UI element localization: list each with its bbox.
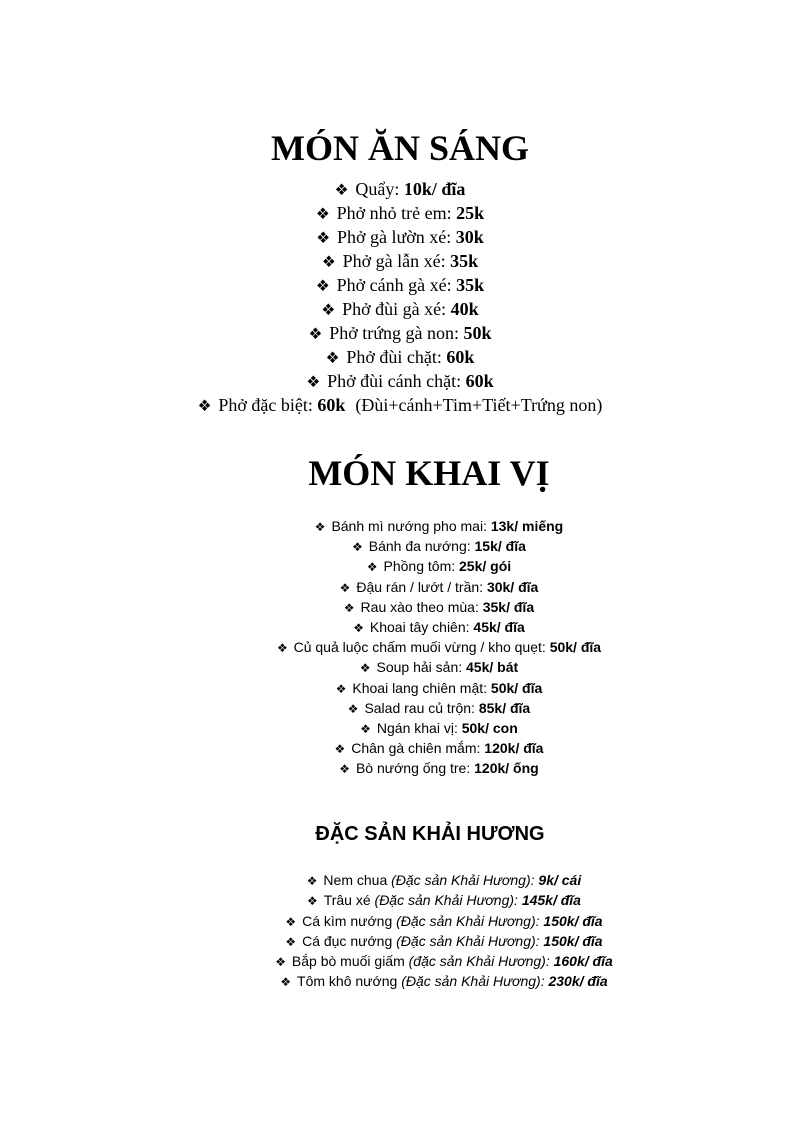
item-price: 15k/ đĩa <box>474 538 526 555</box>
item-name: Bánh đa nướng: <box>368 538 475 555</box>
diamond-bullet-icon: ❖ <box>366 560 378 575</box>
item-price: 35k/ đĩa <box>482 598 535 615</box>
diamond-bullet-icon: ❖ <box>343 600 355 615</box>
item-price: 25k <box>456 203 485 223</box>
menu-item <box>0 393 800 417</box>
item-price: 30k/ đĩa <box>486 578 539 595</box>
menu-item <box>0 870 800 890</box>
diamond-bullet-icon: ❖ <box>316 230 330 247</box>
diamond-bullet-icon: ❖ <box>335 681 347 696</box>
item-name: Trâu xé <box>323 892 375 909</box>
menu-item <box>0 951 800 971</box>
menu-item <box>0 617 800 637</box>
item-note: (Đặc sản Khải Hương): <box>396 912 544 929</box>
menu-item <box>0 297 800 321</box>
breakfast-list <box>0 177 800 417</box>
appetizers-title: MÓN KHAI VỊ <box>308 453 550 493</box>
item-name: Rau xào theo mùa: <box>360 598 483 615</box>
menu-item <box>0 678 800 698</box>
item-price: 40k <box>450 299 479 319</box>
item-note: (Đặc sản Khải Hương): <box>374 892 522 909</box>
item-price: 60k <box>465 371 494 391</box>
diamond-bullet-icon: ❖ <box>285 934 297 949</box>
item-price: 150k/ đĩa <box>543 932 603 949</box>
menu-item <box>0 698 800 718</box>
diamond-bullet-icon: ❖ <box>315 206 330 223</box>
item-price: 60k <box>317 395 346 415</box>
item-price: 9k/ cái <box>538 872 582 888</box>
diamond-bullet-icon: ❖ <box>315 278 330 295</box>
item-name: Nem chua <box>323 872 392 888</box>
item-price: 120k/ đĩa <box>484 740 544 757</box>
item-price: 160k/ đĩa <box>553 953 613 970</box>
menu-item <box>0 249 800 273</box>
item-price: 60k <box>446 347 475 367</box>
diamond-bullet-icon: ❖ <box>285 914 297 929</box>
item-name: Salad rau củ trộn: <box>364 699 479 716</box>
menu-item <box>0 225 800 249</box>
item-name: Chân gà chiên mắm: <box>351 740 485 757</box>
item-price: 120k/ ống <box>474 760 539 777</box>
item-extra: (Đùi+cánh+Tim+Tiết+Trứng non) <box>355 395 603 415</box>
item-price: 50k <box>463 323 492 343</box>
specialties-list <box>0 870 800 992</box>
diamond-bullet-icon: ❖ <box>339 762 350 777</box>
item-name: Bò nướng ống tre: <box>355 760 475 777</box>
item-price: 50k/ con <box>461 719 518 736</box>
item-name: Quẩy: <box>355 179 404 199</box>
item-name: Phở nhỏ trẻ em: <box>336 203 457 223</box>
diamond-bullet-icon: ❖ <box>321 254 336 271</box>
diamond-bullet-icon: ❖ <box>325 350 340 367</box>
item-name: Phở đùi gà xé: <box>342 299 451 319</box>
item-name: Phở cánh gà xé: <box>336 275 457 295</box>
item-name: Phở trứng gà non: <box>329 323 464 343</box>
diamond-bullet-icon: ❖ <box>353 620 364 635</box>
item-note: (Đặc sản Khải Hương): <box>401 973 549 990</box>
menu-item <box>0 597 800 617</box>
item-name: Phở gà lẫn xé: <box>342 251 451 271</box>
diamond-bullet-icon: ❖ <box>347 701 359 716</box>
diamond-bullet-icon: ❖ <box>339 580 351 595</box>
diamond-bullet-icon: ❖ <box>334 182 349 199</box>
item-price: 45k/ bát <box>466 659 519 676</box>
diamond-bullet-icon: ❖ <box>197 398 212 415</box>
diamond-bullet-icon: ❖ <box>275 955 286 970</box>
breakfast-title: MÓN ĂN SÁNG <box>271 128 529 168</box>
diamond-bullet-icon: ❖ <box>307 894 318 909</box>
appetizers-list <box>0 516 800 778</box>
item-price: 45k/ đĩa <box>473 618 525 635</box>
item-price: 145k/ đĩa <box>521 892 581 909</box>
item-price: 150k/ đĩa <box>543 912 603 929</box>
menu-item <box>0 273 800 297</box>
diamond-bullet-icon: ❖ <box>306 874 318 888</box>
menu-item <box>0 971 800 991</box>
item-name: Soup hải sản: <box>376 659 467 676</box>
menu-item <box>0 911 800 931</box>
menu-item <box>0 718 800 738</box>
item-note: (Đặc sản Khải Hương): <box>396 932 544 949</box>
menu-item <box>0 577 800 597</box>
diamond-bullet-icon: ❖ <box>276 641 288 656</box>
diamond-bullet-icon: ❖ <box>321 302 336 319</box>
diamond-bullet-icon: ❖ <box>360 721 371 736</box>
menu-item <box>0 890 800 910</box>
item-name: Phồng tôm: <box>383 558 460 575</box>
item-price: 10k/ đĩa <box>403 179 466 199</box>
item-price: 13k/ miếng <box>490 518 564 534</box>
item-price: 230k/ đĩa <box>548 973 608 990</box>
item-name: Phở đặc biệt: <box>218 395 318 415</box>
item-name: Khoai lang chiên mật: <box>352 679 491 696</box>
menu-item <box>0 738 800 758</box>
specialties-title: ĐẶC SẢN KHẢI HƯƠNG <box>315 823 545 845</box>
menu-item <box>0 516 800 536</box>
item-name: Cá đục nướng <box>302 932 397 949</box>
menu-item <box>0 931 800 951</box>
menu-item <box>0 369 800 393</box>
menu-item <box>0 657 800 677</box>
menu-item <box>0 758 800 778</box>
diamond-bullet-icon: ❖ <box>359 661 371 676</box>
item-name: Phở đùi chặt: <box>346 347 447 367</box>
item-price: 85k/ đĩa <box>478 699 531 716</box>
item-price: 35k <box>450 251 479 271</box>
menu-item <box>0 201 800 225</box>
menu-item <box>0 177 800 201</box>
diamond-bullet-icon: ❖ <box>280 975 292 990</box>
item-name: Tôm khô nướng <box>297 973 402 990</box>
diamond-bullet-icon: ❖ <box>334 742 346 757</box>
diamond-bullet-icon: ❖ <box>314 520 326 534</box>
menu-item <box>0 321 800 345</box>
item-name: Cá kìm nướng <box>302 912 397 929</box>
menu-item <box>0 536 800 556</box>
item-price: 50k/ đĩa <box>549 639 602 656</box>
item-name: Ngán khai vị: <box>376 719 462 736</box>
diamond-bullet-icon: ❖ <box>306 374 321 391</box>
item-price: 30k <box>455 227 484 247</box>
diamond-bullet-icon: ❖ <box>352 540 363 555</box>
item-name: Củ quả luộc chấm muối vừng / kho quẹt: <box>293 639 550 656</box>
item-price: 35k <box>456 275 485 295</box>
item-note: (đặc sản Khải Hương): <box>408 953 554 970</box>
menu-item <box>0 637 800 657</box>
diamond-bullet-icon: ❖ <box>308 326 323 343</box>
item-name: Đậu rán / lướt / trần: <box>356 578 487 595</box>
item-price: 50k/ đĩa <box>490 679 543 696</box>
item-note: (Đặc sản Khải Hương): <box>391 872 539 888</box>
item-name: Bánh mì nướng pho mai: <box>331 518 491 534</box>
item-price: 25k/ gói <box>459 558 512 575</box>
item-name: Phở đùi cánh chặt: <box>327 371 466 391</box>
menu-item <box>0 556 800 576</box>
item-name: Bắp bò muối giấm <box>291 953 409 970</box>
menu-item <box>0 345 800 369</box>
item-name: Khoai tây chiên: <box>369 618 474 635</box>
item-name: Phở gà lườn xé: <box>336 227 456 247</box>
